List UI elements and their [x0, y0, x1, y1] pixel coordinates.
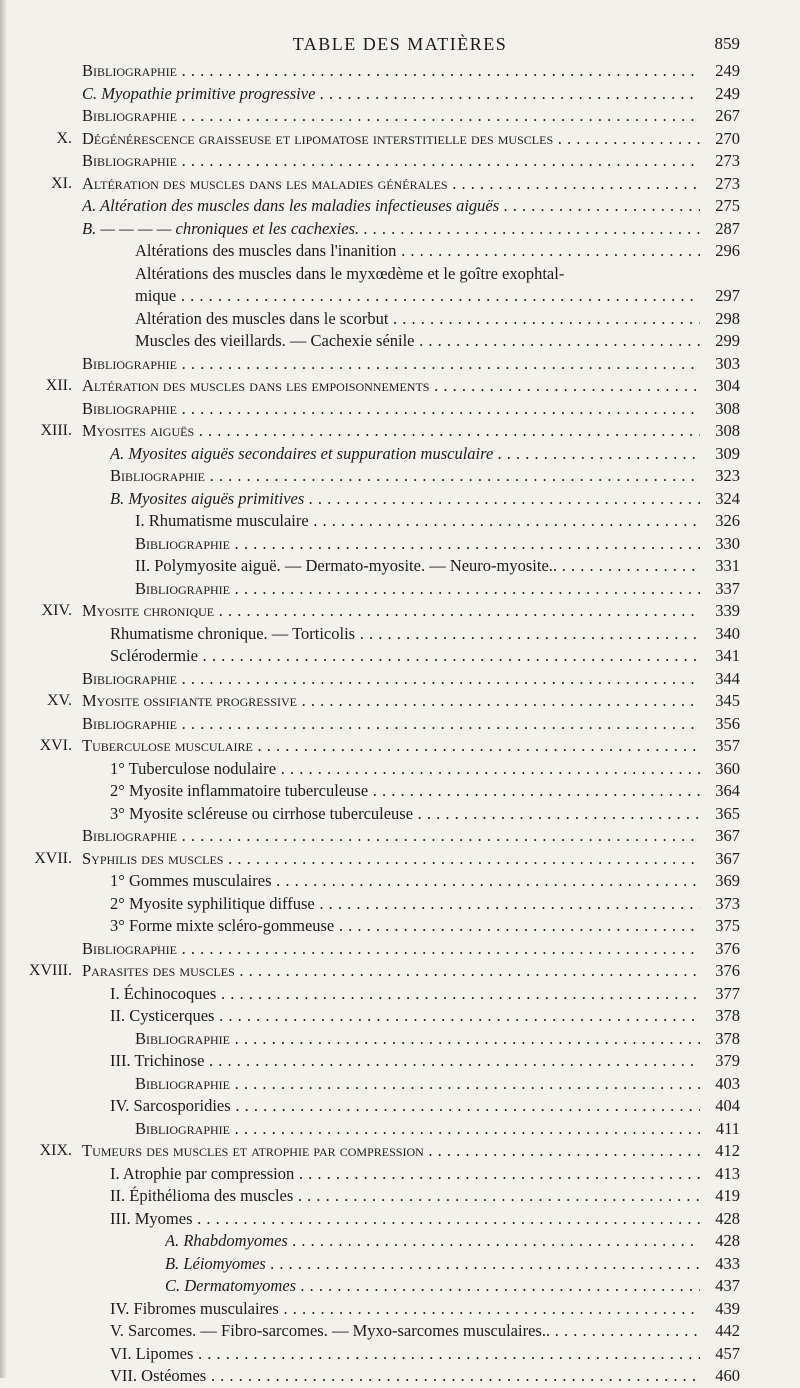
toc-entry-title: Myosite ossifiante progressive . . .	[82, 690, 700, 713]
toc-entry-number: XVI.	[39, 737, 72, 754]
toc-entry	[0, 1140, 800, 1163]
toc-entry-page: 273	[715, 173, 740, 193]
toc-entry-page: 373	[715, 893, 740, 913]
toc-entry	[0, 353, 800, 376]
toc-entry-title: V. Sarcomes. — Fibro-sarcomes. — Myxo-sarcomes musculaires.. . . .	[110, 1320, 700, 1343]
toc-entry-page: 419	[715, 1186, 740, 1205]
toc-entry	[0, 938, 800, 961]
toc-entry-title: Muscles des vieillards. — Cachexie sénile . . .	[135, 330, 700, 353]
toc-entry	[0, 1073, 800, 1096]
toc-entry	[0, 713, 800, 736]
toc-entry-title: Tuberculose musculaire . . .	[82, 735, 700, 758]
toc-entry-page: 437	[715, 1276, 740, 1295]
toc-entry-page: 411	[715, 1118, 740, 1138]
toc-entry	[0, 173, 800, 196]
toc-entry-page: 457	[715, 1343, 740, 1363]
toc-entry	[0, 488, 800, 511]
toc-entry-page: 296	[715, 241, 740, 260]
toc-entry	[0, 1163, 800, 1186]
toc-entry-page: 413	[715, 1163, 740, 1183]
toc-entry-title: Bibliographie . . .	[135, 1028, 700, 1051]
toc-entry	[0, 758, 800, 781]
toc-entry	[0, 1208, 800, 1231]
toc-entry	[0, 1275, 800, 1298]
toc-entry-title: Tumeurs des muscles et atrophie par compression . . .	[82, 1140, 700, 1163]
toc-entry	[0, 1320, 800, 1343]
toc-entry	[0, 398, 800, 421]
toc-entry-page: 442	[715, 1321, 740, 1340]
toc-entry-title: Altérations des muscles dans l'inanition . . .	[135, 240, 700, 263]
toc-entry	[0, 1028, 800, 1051]
toc-entry-title: Dégénérescence graisseuse et lipomatose interstitielle des muscles . . .	[82, 128, 700, 151]
toc-entry-title: Bibliographie . . .	[82, 713, 700, 736]
toc-entry-page: 330	[715, 533, 740, 553]
toc-entry-title: Bibliographie . . .	[135, 578, 700, 601]
toc-entry-number: XIII.	[40, 422, 72, 439]
toc-entry	[0, 285, 800, 308]
toc-entry-title: II. Polymyosite aiguë. — Dermato-myosite. — Neuro-myosite.. . . .	[135, 555, 700, 578]
toc-entry-page: 299	[715, 331, 740, 350]
toc-entry-title: Bibliographie . . .	[82, 825, 700, 848]
toc-entry-page: 364	[715, 781, 740, 800]
toc-entry-title: Bibliographie . . .	[135, 1073, 700, 1096]
toc-entry-title: 1° Gommes musculaires . . .	[110, 870, 700, 893]
toc-entry-title: Bibliographie . . .	[82, 105, 700, 128]
toc-entry-number: XV.	[46, 692, 72, 709]
toc-entry-page: 304	[715, 376, 740, 395]
toc-entry	[0, 915, 800, 938]
toc-entry-page: 324	[715, 488, 740, 508]
toc-entry-title: A. Altération des muscles dans les maladies infectieuses aiguës . . .	[82, 195, 700, 218]
toc-entry-title: Bibliographie . . .	[82, 353, 700, 376]
toc-entry-title: IV. Fibromes musculaires . . .	[110, 1298, 700, 1321]
toc-entry-title: C. Myopathie primitive progressive . . .	[82, 83, 700, 106]
toc-entry-page: 376	[715, 961, 740, 980]
toc-entry-page: 403	[715, 1073, 740, 1093]
toc-entry-page: 375	[715, 916, 740, 935]
toc-entry	[0, 1365, 800, 1388]
toc-entry	[0, 578, 800, 601]
toc-entry-page: 323	[715, 466, 740, 485]
toc-entry-title: 3° Forme mixte scléro-gommeuse . . .	[110, 915, 700, 938]
toc-entry-page: 369	[715, 871, 740, 890]
toc-entry-page: 460	[715, 1366, 740, 1385]
toc-entry	[0, 330, 800, 353]
toc-entry-page: 331	[715, 556, 740, 575]
toc-entry	[0, 1298, 800, 1321]
toc-entry	[0, 1185, 800, 1208]
table-of-contents	[0, 60, 800, 1388]
toc-entry	[0, 600, 800, 623]
toc-entry-page: 341	[715, 646, 740, 665]
toc-entry	[0, 825, 800, 848]
toc-entry-page: 308	[715, 421, 740, 440]
toc-entry-title: Altération des muscles dans les maladies générales . . .	[82, 173, 700, 196]
toc-entry-page: 360	[715, 758, 740, 778]
toc-entry	[0, 1050, 800, 1073]
toc-entry-title: 1° Tuberculose nodulaire . . .	[110, 758, 700, 781]
toc-entry	[0, 83, 800, 106]
toc-entry-page: 344	[715, 668, 740, 688]
toc-entry	[0, 983, 800, 1006]
toc-entry-title: Sclérodermie . . .	[110, 645, 700, 668]
toc-entry-title: Bibliographie . . .	[82, 60, 700, 83]
toc-entry-page: 428	[715, 1231, 740, 1250]
toc-entry-number: XVIII.	[28, 962, 72, 979]
toc-entry-title: III. Trichinose . . .	[110, 1050, 700, 1073]
toc-entry-page: 270	[715, 128, 740, 148]
toc-entry-title: VII. Ostéomes . . .	[110, 1365, 700, 1388]
toc-entry-page: 357	[715, 736, 740, 755]
toc-entry	[0, 735, 800, 758]
toc-entry	[0, 1118, 800, 1141]
toc-entry-title: IV. Sarcosporidies . . .	[110, 1095, 700, 1118]
toc-entry-page: 365	[715, 803, 740, 823]
toc-entry	[0, 780, 800, 803]
toc-entry	[0, 893, 800, 916]
toc-entry	[0, 263, 800, 286]
toc-entry-page: 309	[715, 443, 740, 463]
toc-entry-title: A. Myosites aiguës secondaires et suppuration musculaire . . .	[110, 443, 700, 466]
toc-entry-title: Altération des muscles dans les empoisonnements . . .	[82, 375, 700, 398]
toc-entry-title: I. Atrophie par compression . . .	[110, 1163, 700, 1186]
toc-entry	[0, 623, 800, 646]
toc-entry	[0, 1095, 800, 1118]
toc-entry-page: 378	[715, 1028, 740, 1048]
toc-entry-page: 340	[715, 623, 740, 643]
toc-entry-number: X.	[56, 129, 72, 147]
toc-entry-page: 439	[715, 1298, 740, 1318]
toc-entry-page: 275	[715, 196, 740, 215]
toc-entry-page: 249	[715, 61, 740, 80]
toc-entry-page: 298	[715, 308, 740, 328]
toc-entry-page: 379	[715, 1051, 740, 1070]
toc-entry-title: Syphilis des muscles . . .	[82, 848, 700, 871]
toc-entry-title: B. Myosites aiguës primitives . . .	[110, 488, 700, 511]
toc-entry	[0, 375, 800, 398]
toc-entry-title: Bibliographie . . .	[82, 938, 700, 961]
running-header	[0, 34, 800, 58]
toc-entry-title: 2° Myosite inflammatoire tuberculeuse . . .	[110, 780, 700, 803]
toc-entry-title: I. Rhumatisme musculaire . . .	[135, 510, 700, 533]
toc-entry	[0, 218, 800, 241]
toc-entry-title: Myosite chronique . . .	[82, 600, 700, 623]
toc-entry-number: XII.	[45, 377, 72, 394]
toc-entry-title: Bibliographie . . .	[135, 533, 700, 556]
toc-entry-page: 404	[715, 1096, 740, 1115]
toc-entry-title: Bibliographie . . .	[82, 150, 700, 173]
toc-entry	[0, 960, 800, 983]
toc-entry	[0, 443, 800, 466]
toc-entry-page: 249	[715, 83, 740, 103]
header-page-number: 859	[714, 34, 740, 53]
toc-entry-page: 326	[715, 511, 740, 530]
toc-entry-number: XIV.	[41, 602, 72, 619]
toc-entry-page: 428	[715, 1208, 740, 1228]
toc-entry	[0, 420, 800, 443]
toc-entry-page: 412	[715, 1141, 740, 1160]
toc-entry-title: II. Cysticerques . . .	[110, 1005, 700, 1028]
toc-entry-title: Bibliographie . . .	[82, 398, 700, 421]
toc-entry	[0, 668, 800, 691]
toc-entry-title: Myosites aiguës . . .	[82, 420, 700, 443]
toc-entry	[0, 533, 800, 556]
toc-entry	[0, 465, 800, 488]
toc-entry-page: 297	[715, 286, 740, 305]
toc-entry-page: 287	[715, 218, 740, 238]
toc-entry	[0, 803, 800, 826]
toc-entry	[0, 1253, 800, 1276]
toc-entry-page: 377	[715, 983, 740, 1003]
toc-entry-title: I. Échinocoques . . .	[110, 983, 700, 1006]
toc-entry	[0, 1230, 800, 1253]
toc-entry	[0, 150, 800, 173]
toc-entry-title: B. Léiomyomes . . .	[165, 1253, 700, 1276]
toc-entry-title: 2° Myosite syphilitique diffuse . . .	[110, 893, 700, 916]
toc-entry-page: 308	[715, 398, 740, 418]
toc-entry-number: XI.	[51, 174, 72, 192]
toc-entry	[0, 128, 800, 151]
toc-entry-page: 367	[715, 826, 740, 845]
toc-entry	[0, 60, 800, 83]
toc-entry-title: C. Dermatomyomes . . .	[165, 1275, 700, 1298]
toc-entry	[0, 1343, 800, 1366]
toc-entry-title: II. Épithélioma des muscles . . .	[110, 1185, 700, 1208]
toc-entry-title: Bibliographie . . .	[110, 465, 700, 488]
toc-entry-title: Altérations des muscles dans le myxœdème et le goître exophtal-	[135, 263, 565, 283]
toc-entry-page: 376	[715, 938, 740, 958]
toc-entry-title: Bibliographie . . .	[82, 668, 700, 691]
toc-entry	[0, 195, 800, 218]
toc-entry-page: 267	[715, 106, 740, 125]
toc-entry	[0, 555, 800, 578]
toc-entry-title: Altération des muscles dans le scorbut . . .	[135, 308, 700, 331]
toc-entry-title: III. Myomes . . .	[110, 1208, 700, 1231]
toc-entry-page: 433	[715, 1253, 740, 1273]
toc-entry-page: 356	[715, 713, 740, 733]
toc-entry-number: XIX.	[39, 1142, 72, 1159]
toc-entry	[0, 1005, 800, 1028]
toc-entry-title: mique . . .	[135, 285, 700, 308]
toc-entry-page: 367	[715, 848, 740, 868]
toc-entry	[0, 645, 800, 668]
toc-entry-title: B. — — — — chroniques et les cachexies. . . .	[82, 218, 700, 241]
toc-entry	[0, 240, 800, 263]
toc-entry	[0, 105, 800, 128]
toc-entry-title: Parasites des muscles . . .	[82, 960, 700, 983]
toc-entry	[0, 848, 800, 871]
toc-entry	[0, 510, 800, 533]
toc-entry-title: A. Rhabdomyomes . . .	[165, 1230, 700, 1253]
toc-entry	[0, 308, 800, 331]
toc-entry-page: 339	[715, 601, 740, 620]
toc-entry-title: 3° Myosite scléreuse ou cirrhose tuberculeuse . . .	[110, 803, 700, 826]
toc-entry-page: 345	[715, 691, 740, 710]
header-title: TABLE DES MATIÈRES	[292, 34, 508, 54]
toc-entry-page: 337	[715, 578, 740, 598]
toc-entry-title: Bibliographie . . .	[135, 1118, 700, 1141]
toc-entry-title: VI. Lipomes . . .	[110, 1343, 700, 1366]
toc-entry-page: 303	[715, 353, 740, 373]
toc-entry	[0, 870, 800, 893]
toc-entry-title: Rhumatisme chronique. — Torticolis . . .	[110, 623, 700, 646]
toc-entry-page: 378	[715, 1006, 740, 1025]
toc-entry-number: XVII.	[34, 849, 72, 867]
toc-entry	[0, 690, 800, 713]
toc-entry-page: 273	[715, 151, 740, 170]
